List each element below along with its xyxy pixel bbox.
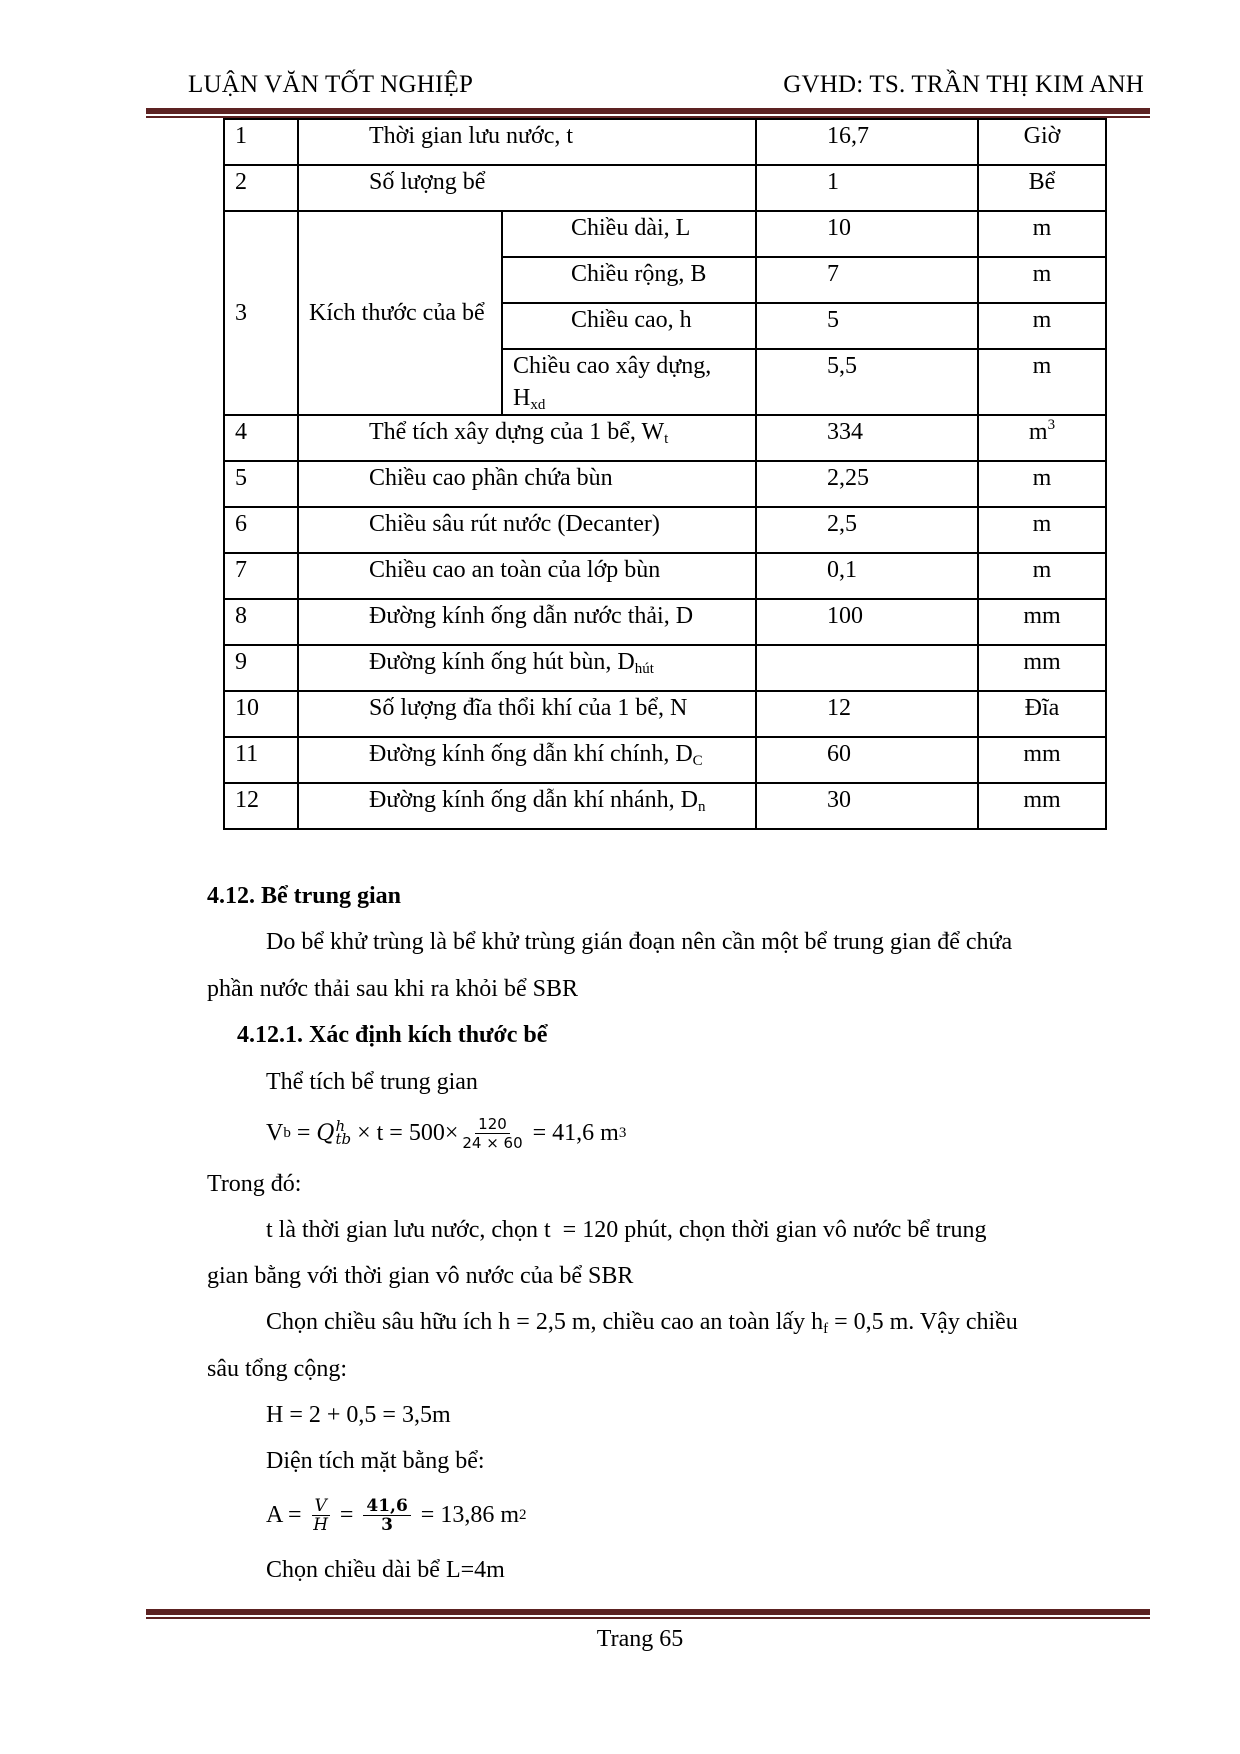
area-fraction-values: $\frac{41,6}{3}$ xyxy=(363,1497,410,1534)
total-depth-formula: H = 2 + 0,5 = 3,5m xyxy=(266,1402,451,1428)
row-value: 16,7 xyxy=(756,119,978,165)
row-value: 5 xyxy=(756,303,978,349)
row-description: Đường kính ống hút bùn, $D_{hút}$ xyxy=(298,645,756,691)
row-value: 30 xyxy=(756,783,978,829)
row-description: Chiều cao xây dựng, $H_{xd}$ xyxy=(502,349,756,415)
table-row xyxy=(224,461,1106,507)
depth-explanation-line1: Chọn chiều sâu hữu ích h = 2,5 m, chiều cao an toàn lấy $h_f = 0,5$ m. Vậy chiều xyxy=(266,1309,1018,1337)
row-description: Đường kính ống dẫn nước thải, D xyxy=(298,599,756,645)
row-unit: mm xyxy=(978,645,1106,691)
row-value: 0,1 xyxy=(756,553,978,599)
row-unit: m xyxy=(978,461,1106,507)
row-number: 11 xyxy=(224,737,298,783)
row-number: 10 xyxy=(224,691,298,737)
row-number: 7 xyxy=(224,553,298,599)
row-description: Số lượng bể xyxy=(298,165,756,211)
volume-fraction: $\frac{120}{24 \times 60}$ xyxy=(462,1114,523,1152)
table-row xyxy=(224,645,1106,691)
section-heading: 4.12. Bể trung gian xyxy=(207,883,402,909)
header-divider xyxy=(146,108,1150,118)
header-advisor: GVHD: TS. TRẦN THỊ KIM ANH xyxy=(783,71,1144,98)
row-number: 12 xyxy=(224,783,298,829)
row-value: 12 xyxy=(756,691,978,737)
row-unit: m xyxy=(978,257,1106,303)
row-unit: Đĩa xyxy=(978,691,1106,737)
row-value: 2,25 xyxy=(756,461,978,507)
t-explanation-line1: t là thời gian lưu nước, chọn t = 120 phút, chọn thời gian vô nước bể trung xyxy=(266,1217,987,1243)
row-number: 4 xyxy=(224,415,298,461)
row-description: Đường kính ống dẫn khí chính, $D_C$ xyxy=(298,737,756,783)
table-row xyxy=(224,211,1106,257)
row-number: 6 xyxy=(224,507,298,553)
row-description: Chiều rộng, B xyxy=(502,257,756,303)
table-row xyxy=(224,691,1106,737)
intro-paragraph-line2: phần nước thải sau khi ra khỏi bể SBR xyxy=(207,976,578,1002)
sbr-parameter-table xyxy=(223,118,1107,830)
row-number: 8 xyxy=(224,599,298,645)
table-row xyxy=(224,599,1106,645)
footer-divider xyxy=(146,1609,1150,1619)
row-value: 60 xyxy=(756,737,978,783)
row-description: Thể tích xây dựng của 1 bể, $W_t$ xyxy=(298,415,756,461)
row-value: 100 xyxy=(756,599,978,645)
row-unit: $m^3$ xyxy=(978,415,1106,461)
row-description: Đường kính ống dẫn khí nhánh, $D_n$ xyxy=(298,783,756,829)
area-label: Diện tích mặt bằng bể: xyxy=(266,1448,485,1474)
depth-explanation-line2: sâu tổng cộng: xyxy=(207,1356,347,1382)
row-description: Chiều cao, h xyxy=(502,303,756,349)
row-value xyxy=(756,645,978,691)
row-unit: mm xyxy=(978,737,1106,783)
row-unit: m xyxy=(978,349,1106,415)
page-number: Trang 65 xyxy=(596,1626,684,1652)
table-row xyxy=(224,553,1106,599)
table-row xyxy=(224,165,1106,211)
row-value: 5,5 xyxy=(756,349,978,415)
row-group-label: Kích thước của bể xyxy=(298,211,502,415)
table-row xyxy=(224,783,1106,829)
row-value: 10 xyxy=(756,211,978,257)
row-description: Chiều sâu rút nước (Decanter) xyxy=(298,507,756,553)
volume-label: Thể tích bể trung gian xyxy=(266,1069,478,1095)
where-label: Trong đó: xyxy=(207,1171,302,1197)
area-fraction-v-over-h: $\frac{V}{H}$ xyxy=(313,1495,329,1535)
row-description: Thời gian lưu nước, t xyxy=(298,119,756,165)
row-unit: m xyxy=(978,303,1106,349)
subsection-heading: 4.12.1. Xác định kích thước bể xyxy=(237,1022,548,1048)
row-description: Số lượng đĩa thổi khí của 1 bể, N xyxy=(298,691,756,737)
t-explanation-line2: gian bằng với thời gian vô nước của bể SBR xyxy=(207,1263,634,1289)
row-number: 3 xyxy=(224,211,298,415)
row-value: 1 xyxy=(756,165,978,211)
row-unit: mm xyxy=(978,783,1106,829)
intro-paragraph-line1: Do bể khử trùng là bể khử trùng gián đoạn nên cần một bể trung gian để chứa xyxy=(266,929,1013,955)
row-unit: m xyxy=(978,211,1106,257)
row-value: 2,5 xyxy=(756,507,978,553)
row-number: 9 xyxy=(224,645,298,691)
row-number: 2 xyxy=(224,165,298,211)
row-description: Chiều cao an toàn của lớp bùn xyxy=(298,553,756,599)
row-number: 1 xyxy=(224,119,298,165)
header-thesis-title: LUẬN VĂN TỐT NGHIỆP xyxy=(188,71,474,98)
row-unit: Bể xyxy=(978,165,1106,211)
row-value: 7 xyxy=(756,257,978,303)
row-description: Chiều cao phần chứa bùn xyxy=(298,461,756,507)
table-row xyxy=(224,737,1106,783)
row-unit: m xyxy=(978,507,1106,553)
row-number: 5 xyxy=(224,461,298,507)
table-row xyxy=(224,415,1106,461)
row-unit: mm xyxy=(978,599,1106,645)
row-unit: Giờ xyxy=(978,119,1106,165)
volume-formula: V b = Q h tb × t = 500× $\frac{120}{24 \times 60}$ = 41,6 m 3 xyxy=(266,1114,627,1152)
table-row xyxy=(224,507,1106,553)
area-formula: A = $\frac{V}{H}$ = $\frac{41,6}{3}$ = 13,86 m 2 xyxy=(266,1495,527,1535)
row-unit: m xyxy=(978,553,1106,599)
table-row xyxy=(224,119,1106,165)
row-value: 334 xyxy=(756,415,978,461)
length-choice: Chọn chiều dài bể L=4m xyxy=(266,1557,505,1583)
row-description: Chiều dài, L xyxy=(502,211,756,257)
